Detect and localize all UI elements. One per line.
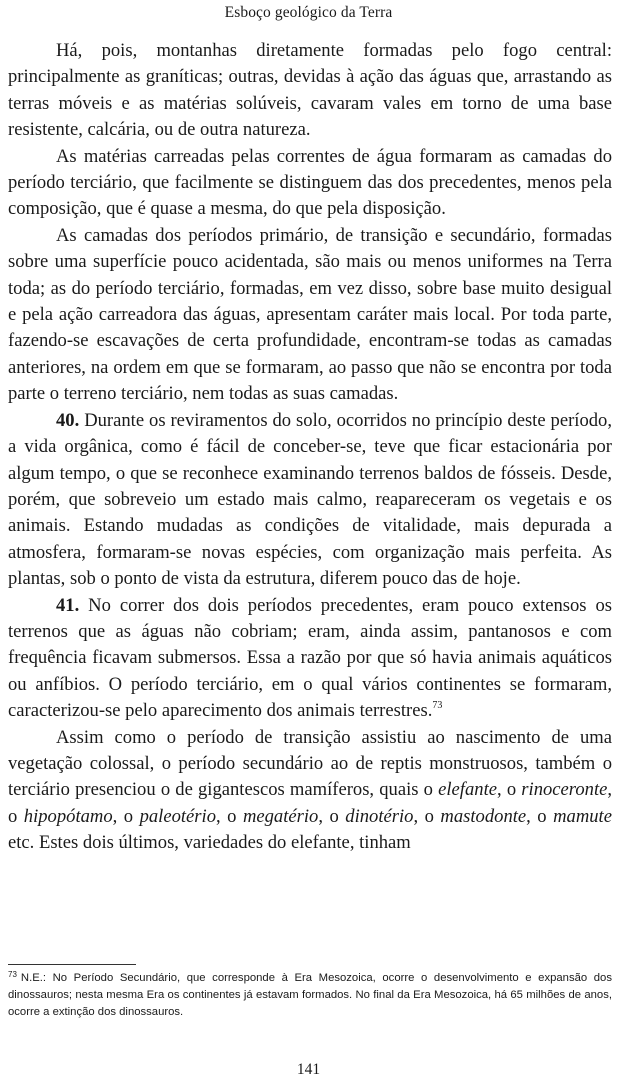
- paragraph-6: Assim como o período de transição assistiu ao nascimento de uma vegetação colossal, o período secundário ao de reptis monstruosos, também o terciário presenciou o de gigantescos mamíferos, quais o elefante, o rinoceronte, o hipopótamo, o paleotério, o megatério, o dinotério, o mastodonte, o mamute etc. Estes dois últimos, variedades do elefante, tinham: [8, 726, 613, 854]
- footnote-mark: 73: [8, 970, 17, 979]
- paragraph-3: As camadas dos períodos primário, de transição e secundário, formadas sobre uma superfície pouco acidentada, são mais ou menos uniformes na Terra toda; as do período terciário, formadas, em vez disso, sobre base muito desigual e pela ação carreadora das águas, apresentam caráter mais local. Por toda parte, fazendo-se escavações de certa profundidade, encontram-se todas as camadas anteriores, na ordem em que se formaram, ao passo que não se encontra por toda parte o terreno terciário, nem todas as suas camadas.: [8, 224, 612, 405]
- paragraph-40: 40. Durante os reviramentos do solo, ocorridos no princípio deste período, a vida orgânica, como é fácil de conceber-se, teve que ficar estacionária por algum tempo, o que se reconhece examinando terrenos baldos de fósseis. Desde, porém, que sobreveio um estado mais calmo, reapareceram os vegetais e os animais. Estando mudadas as condições de vitalidade, mais depurada a atmosfera, formaram-se novas espécies, com organização mais perfeita. As plantas, sob o ponto de vista da estrutura, diferem pouco das de hoje.: [8, 409, 612, 590]
- section-number: 41.: [56, 594, 80, 616]
- paragraph-1: Há, pois, montanhas diretamente formadas pelo fogo central: principalmente as graníticas; outras, devidas à ação das águas que, arrastando as terras móveis e as matérias solúveis, cavaram vales em torno de uma base resistente, calcária, ou de outra natureza.: [8, 40, 612, 141]
- page-number: 141: [296, 1061, 321, 1078]
- running-header: Esboço geológico da Terra: [224, 4, 393, 21]
- footnote-divider: [8, 964, 136, 965]
- paragraph-2: As matérias carreadas pelas correntes de água formaram as camadas do período terciário, que facilmente se distinguem das dos precedentes, menos pela composição, que é quase a mesma, do que pela disposição.: [8, 145, 612, 220]
- footnote-text: N.E.: No Período Secundário, que corresponde à Era Mesozoica, ocorre o desenvolvimento e expansão dos dinossauros; nesta mesma Era os continentes já estavam formados. No final da Era Mesozoica, há 65 milhões de anos, ocorre a extinção dos dinossauros.: [8, 972, 612, 1018]
- paragraph-41: 41. No correr dos dois períodos precedentes, eram pouco extensos os terrenos que as águas não cobriam; eram, ainda assim, pantanosos e com frequência ficavam submersos. Essa a razão por que só havia animais aquáticos ou anfíbios. O período terciário, em o qual vários continentes se formaram, caracterizou-se pelo aparecimento dos animais terrestres.$^{73}$: [8, 594, 612, 722]
- section-number: 40.: [56, 409, 80, 431]
- footnote-reference[interactable]: 73: [432, 700, 443, 712]
- body-text: [8, 38, 612, 857]
- footnote: [8, 970, 612, 1021]
